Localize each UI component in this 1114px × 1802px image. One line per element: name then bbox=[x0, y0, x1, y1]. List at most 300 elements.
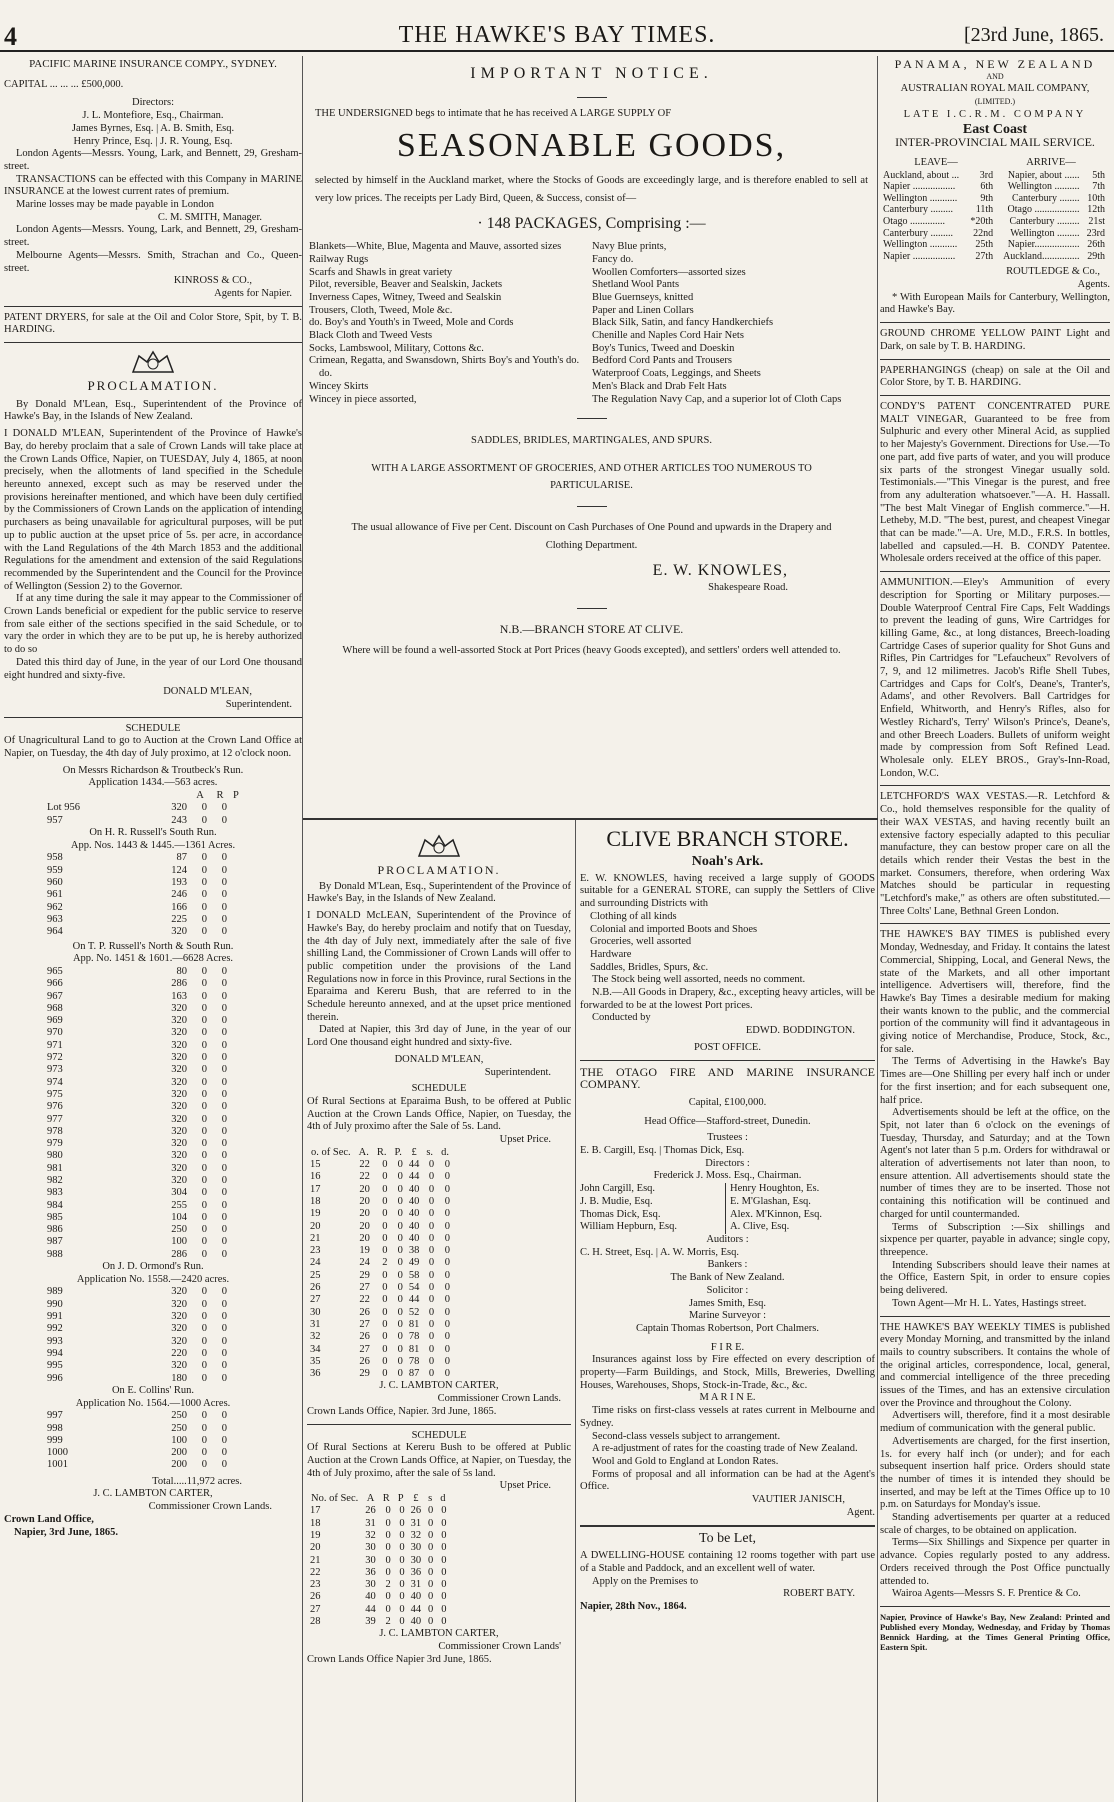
table-cell: 7th bbox=[1092, 181, 1105, 193]
table-cell: 180 bbox=[171, 1372, 187, 1384]
table-cell: 38 bbox=[408, 1245, 420, 1257]
table-row bbox=[44, 1163, 230, 1175]
table-row bbox=[307, 1356, 453, 1368]
table-cell: 44 bbox=[408, 1159, 420, 1171]
napier-date: Napier, 3rd June, 1865. bbox=[14, 1526, 119, 1538]
table-row bbox=[44, 1150, 230, 1162]
otago-heading: THE OTAGO FIRE AND MARINE INSURANCE COMPANY. bbox=[580, 1064, 875, 1092]
crown-land-office: Crown Land Office, bbox=[4, 1513, 94, 1525]
trustees-line: E. B. Cargill, Esq. | Thomas Dick, Esq. bbox=[580, 1145, 745, 1157]
lots-table bbox=[44, 852, 230, 938]
marine-text: A re-adjustment of rates for the coasting trade of New Zealand. bbox=[592, 1443, 858, 1455]
table-row bbox=[44, 914, 230, 926]
table-row bbox=[44, 852, 230, 864]
table-cell: 958 bbox=[47, 852, 63, 864]
table-cell: 0 bbox=[441, 1529, 447, 1541]
table-row bbox=[307, 1270, 453, 1282]
solicitor-line: James Smith, Esq. bbox=[688, 1297, 766, 1309]
marine-text: Wool and Gold to England at London Rates. bbox=[592, 1455, 779, 1467]
table-cell: 0 bbox=[427, 1529, 434, 1541]
list-item: The Regulation Navy Cap, and a superior lot of Cloth Caps bbox=[592, 393, 842, 405]
list-item: Railway Rugs bbox=[309, 253, 369, 265]
table-cell: 40 bbox=[408, 1208, 420, 1220]
table-cell: 0 bbox=[428, 1282, 435, 1294]
table-header: P. bbox=[394, 1146, 402, 1158]
table-cell: 982 bbox=[47, 1174, 63, 1186]
clive-stock: The Stock being well assorted, needs no comment. bbox=[592, 974, 806, 986]
directors-heading: Directors : bbox=[705, 1157, 750, 1169]
table-cell: 0 bbox=[385, 1529, 391, 1541]
table-cell: 320 bbox=[171, 1125, 187, 1137]
table-cell: 0 bbox=[427, 1616, 434, 1627]
arrive-heading: ARRIVE— bbox=[1026, 156, 1076, 168]
table-cell: 0 bbox=[201, 852, 207, 864]
table-cell: 0 bbox=[397, 1195, 403, 1207]
marine-text: Time risks on first-class vessels at rates current in Melbourne and Sydney. bbox=[580, 1405, 875, 1429]
table-cell: 0 bbox=[444, 1245, 450, 1257]
table-cell: 163 bbox=[171, 990, 187, 1002]
table-cell: 0 bbox=[201, 1113, 207, 1125]
table-row bbox=[44, 802, 242, 814]
table-cell: 0 bbox=[382, 1208, 388, 1220]
column-left bbox=[4, 58, 302, 1539]
surveyor-line: Captain Thomas Robertson, Port Chalmers. bbox=[636, 1322, 819, 1334]
list-item: E. M'Glashan, Esq. bbox=[730, 1195, 811, 1207]
table-row bbox=[44, 1435, 230, 1447]
lots-table bbox=[44, 1286, 230, 1384]
table-row bbox=[44, 1138, 230, 1150]
table-cell: 0 bbox=[382, 1368, 388, 1380]
table-cell: 978 bbox=[47, 1125, 63, 1137]
table-cell: 0 bbox=[397, 1171, 403, 1183]
table-cell: 12th bbox=[1087, 204, 1105, 216]
boddington-signature: EDWD. BODDINGTON. bbox=[745, 1025, 855, 1037]
table-row bbox=[307, 1257, 453, 1269]
table-cell: 35 bbox=[310, 1355, 321, 1367]
table-cell: 0 bbox=[382, 1183, 388, 1195]
melbourne-agents: Melbourne Agents—Messrs. Smith, Strachan and Co., Queen-street. bbox=[4, 249, 302, 274]
table-row bbox=[44, 1101, 230, 1113]
table-cell: 0 bbox=[428, 1368, 435, 1380]
list-item: Black Silk, Satin, and fancy Handkerchiefs bbox=[592, 317, 774, 329]
table-cell: 22 bbox=[359, 1294, 370, 1306]
table-cell: 23 bbox=[310, 1579, 321, 1591]
table-cell: Otago .................. bbox=[1007, 204, 1080, 216]
table-cell: 995 bbox=[47, 1360, 63, 1372]
table-cell: 27 bbox=[310, 1294, 321, 1306]
table-cell: 0 bbox=[444, 1171, 450, 1183]
table-cell: 963 bbox=[47, 913, 63, 925]
table-cell: 0 bbox=[221, 1039, 227, 1051]
table-cell: 993 bbox=[47, 1335, 63, 1347]
list-item: Inverness Capes, Witney, Tweed and Sealskin bbox=[309, 291, 502, 303]
subscription-terms: Terms of Subscription :—Six shillings and sixpence per quarter, payable in advance; single copy, threepence. bbox=[880, 1221, 1110, 1258]
town-agent: Town Agent—Mr H. L. Yates, Hastings street. bbox=[892, 1297, 1087, 1309]
table-row bbox=[44, 1027, 230, 1039]
table-cell: 124 bbox=[171, 864, 187, 876]
list-item: Bedford Cord Pants and Trousers bbox=[592, 355, 733, 367]
table-row bbox=[44, 978, 230, 990]
table-cell: 30 bbox=[365, 1542, 376, 1554]
table-cell: 0 bbox=[221, 1347, 227, 1359]
table-cell: 243 bbox=[171, 814, 187, 826]
table-cell: 30 bbox=[410, 1554, 422, 1566]
table-cell: 0 bbox=[428, 1318, 435, 1330]
table-cell: 24 bbox=[310, 1257, 321, 1269]
table-cell: 2 bbox=[382, 1257, 388, 1269]
table-cell: 986 bbox=[47, 1224, 63, 1236]
proclamation-signature: DONALD M'LEAN, bbox=[394, 1053, 484, 1065]
table-cell: 0 bbox=[221, 1076, 227, 1088]
bankers-heading: Bankers : bbox=[707, 1259, 748, 1271]
table-cell: 166 bbox=[171, 901, 187, 913]
table-cell: 959 bbox=[47, 864, 63, 876]
routledge-signature: ROUTLEDGE & Co., bbox=[1006, 266, 1100, 278]
crown-lands-office: Crown Lands Office Napier 3rd June, 1865. bbox=[307, 1653, 492, 1665]
table-cell: 0 bbox=[399, 1517, 405, 1529]
advertising-rules: Advertisements should be left at the office, on the Spit, not later than 6 o'clock on the evenings of Tuesday, Thursday, and Saturday; and at the Town Agent's not later than 5 p.m. Orders for withdrawal or alteration of advertisements not later than noon, to ensure attention. All advertisements should state the number of times they are to be inserted. Those not containing this notification will be continued and charged for until countermanded. bbox=[880, 1107, 1110, 1220]
table-cell: 0 bbox=[382, 1269, 388, 1281]
table-cell: 27 bbox=[359, 1282, 370, 1294]
table-cell: 0 bbox=[397, 1208, 403, 1220]
table-cell: 320 bbox=[171, 1015, 187, 1027]
chairman: J. L. Montefiore, Esq., Chairman. bbox=[82, 110, 224, 122]
weekly-advertisers: Advertisers will, therefore, find it a most desirable medium of communication with the general public. bbox=[880, 1410, 1110, 1435]
run-heading: On H. R. Russell's South Run. bbox=[89, 827, 217, 839]
director-line: Henry Prince, Esq. | J. R. Young, Esq. bbox=[73, 135, 233, 147]
table-cell: 0 bbox=[221, 965, 227, 977]
clive-conducted: Conducted by bbox=[592, 1012, 651, 1024]
table-cell: 0 bbox=[221, 1236, 227, 1248]
table-row bbox=[44, 889, 230, 901]
table-row bbox=[307, 1604, 449, 1616]
table-row bbox=[44, 1311, 230, 1323]
schedule-heading: SCHEDULE bbox=[411, 1083, 467, 1095]
table-cell: 0 bbox=[221, 913, 227, 925]
table-cell: 988 bbox=[47, 1248, 63, 1260]
table-cell: 81 bbox=[408, 1343, 420, 1355]
table-cell: 19 bbox=[310, 1208, 321, 1220]
table-cell: 0 bbox=[428, 1355, 435, 1367]
table-cell: 255 bbox=[171, 1199, 187, 1211]
list-item: Paper and Linen Collars bbox=[592, 304, 694, 316]
table-cell: 0 bbox=[397, 1232, 403, 1244]
kinross-signature: KINROSS & CO., bbox=[173, 275, 252, 287]
table-cell: 27 bbox=[359, 1343, 370, 1355]
notice-selection-text: selected by himself in the Auckland market, where the Stocks of Goods are exceedingly large, and is therefore enabled to sell at very low prices. The receipts per Lady Bird, Queen, & Success, consist of— bbox=[315, 175, 868, 205]
table-cell: 36 bbox=[365, 1566, 376, 1578]
table-cell: 320 bbox=[171, 1138, 187, 1150]
table-row bbox=[880, 228, 1108, 240]
table-row bbox=[44, 1015, 230, 1027]
table-cell: 100 bbox=[171, 1236, 187, 1248]
table-row bbox=[44, 1200, 230, 1212]
table-cell: 320 bbox=[171, 1150, 187, 1162]
table-cell: 26 bbox=[365, 1505, 376, 1517]
table-cell: 20 bbox=[359, 1232, 370, 1244]
table-cell: 0 bbox=[221, 926, 227, 938]
table-cell: 0 bbox=[221, 1311, 227, 1323]
transactions-text: TRANSACTIONS can be effected with this Company in MARINE INSURANCE at the lowest current rates of premium. bbox=[4, 173, 302, 198]
table-cell: 225 bbox=[171, 913, 187, 925]
table-cell: 0 bbox=[221, 1372, 227, 1384]
table-cell: *20th bbox=[970, 216, 994, 227]
table-row bbox=[44, 1336, 230, 1348]
table-cell: 0 bbox=[221, 1052, 227, 1064]
table-cell: 0 bbox=[382, 1355, 388, 1367]
table-row bbox=[880, 193, 1108, 205]
table-row bbox=[44, 1249, 230, 1261]
discount-line: The usual allowance of Five per Cent. Discount on Cash Purchases of One Pound and upwards in the Drapery and Clothing Department. bbox=[351, 521, 832, 551]
table-cell: 32 bbox=[310, 1331, 321, 1343]
agents-line: Agents. bbox=[1077, 279, 1110, 291]
table-cell: 23 bbox=[310, 1245, 321, 1257]
table-header: P bbox=[397, 1493, 404, 1505]
table-cell: 990 bbox=[47, 1298, 63, 1310]
table-cell: 193 bbox=[171, 877, 187, 889]
table-cell: 0 bbox=[221, 1422, 227, 1434]
table-cell: 0 bbox=[221, 901, 227, 913]
table-cell: 0 bbox=[444, 1257, 450, 1269]
table-cell: 0 bbox=[397, 1294, 403, 1306]
table-cell: 0 bbox=[428, 1245, 435, 1257]
table-cell: 250 bbox=[171, 1224, 187, 1236]
table-cell: 0 bbox=[427, 1505, 434, 1517]
table-cell: 0 bbox=[382, 1294, 388, 1306]
table-cell: 320 bbox=[171, 1076, 187, 1088]
table-cell: 22 bbox=[359, 1159, 370, 1171]
table-cell: 976 bbox=[47, 1101, 63, 1113]
table-cell: 0 bbox=[399, 1616, 405, 1627]
table-cell: 44 bbox=[408, 1294, 420, 1306]
table-cell: 0 bbox=[382, 1318, 388, 1330]
table-cell: 0 bbox=[221, 1360, 227, 1372]
table-cell: 0 bbox=[221, 889, 227, 901]
proclamation-dated: Dated this third day of June, in the year of our Lord One thousand eight hundred and sixty-five. bbox=[4, 656, 302, 681]
table-cell: 0 bbox=[397, 1368, 403, 1380]
branch-store-text: Where will be found a well-assorted Stock at Port Prices (heavy Goods excepted), and settlers' orders well attended to. bbox=[342, 645, 841, 657]
table-cell: 0 bbox=[444, 1195, 450, 1207]
table-cell: 30 bbox=[365, 1579, 376, 1591]
table-cell: 0 bbox=[427, 1603, 434, 1615]
table-cell: 0 bbox=[385, 1505, 391, 1517]
table-cell: 320 bbox=[171, 926, 187, 938]
table-cell: 28 bbox=[310, 1616, 321, 1627]
table-cell: 0 bbox=[428, 1208, 435, 1220]
table-cell: 0 bbox=[399, 1579, 405, 1591]
table-cell: 0 bbox=[221, 1174, 227, 1186]
table-cell: 0 bbox=[399, 1529, 405, 1541]
surveyor-heading: Marine Surveyor : bbox=[689, 1310, 766, 1322]
table-cell: 0 bbox=[201, 1248, 207, 1260]
chrome-yellow-ad: GROUND CHROME YELLOW PAINT Light and Dark, on sale by T. B. HARDING. bbox=[880, 328, 1110, 352]
table-row bbox=[44, 1052, 230, 1064]
table-cell: 0 bbox=[201, 1323, 207, 1335]
table-row bbox=[307, 1184, 453, 1196]
pacific-title: PACIFIC MARINE INSURANCE COMPY., SYDNEY. bbox=[29, 58, 277, 70]
proclamation-body: I DONALD McLEAN, Superintendent of the Province of Hawke's Bay, do hereby proclaim and notify that on Tuesday, the 4th day of July next, immediately after the sale of five shilling Land, the Commissioner of Crown Lands will offer to public competition under the provisions of the Land Regulations now in force in this Province, rural Sections in the Eparaima and Kereru Bush, that are referred to in the Schedule hereunto annexed, and at the upset price mentioned therein. bbox=[307, 910, 571, 1023]
table-cell: 320 bbox=[171, 802, 187, 814]
goods-list-left bbox=[309, 241, 584, 406]
table-cell: 0 bbox=[382, 1331, 388, 1343]
table-cell: 17 bbox=[310, 1505, 321, 1517]
table-cell: 20 bbox=[359, 1208, 370, 1220]
goods-list-right bbox=[592, 241, 867, 406]
table-cell: 0 bbox=[221, 1199, 227, 1211]
important-notice bbox=[305, 58, 878, 659]
table-cell: 0 bbox=[201, 814, 207, 826]
list-item: Blankets—White, Blue, Magenta and Mauve, assorted sizes bbox=[309, 241, 562, 253]
table-cell: Napier.................. bbox=[1007, 239, 1080, 251]
table-cell: 0 bbox=[201, 926, 207, 938]
table-cell: Otago .............. bbox=[883, 216, 945, 227]
table-cell: 0 bbox=[201, 1076, 207, 1088]
table-cell: 0 bbox=[221, 1027, 227, 1039]
table-cell: 0 bbox=[201, 1052, 207, 1064]
advertising-terms: The Terms of Advertising in the Hawke's Bay Times are—One Shilling per every half inch or under for the first insertion; and for each subsequent one, half price. bbox=[880, 1056, 1110, 1106]
table-cell: 0 bbox=[201, 1125, 207, 1137]
list-item: Shetland Wool Pants bbox=[592, 279, 680, 291]
table-cell: 996 bbox=[47, 1372, 63, 1384]
european-mails: * With European Mails for Canterbury, Wellington, and Hawke's Bay. bbox=[880, 291, 1110, 316]
table-cell: 0 bbox=[221, 1224, 227, 1236]
table-cell: 0 bbox=[397, 1306, 403, 1318]
application-line: Application No. 1564.—1000 Acres. bbox=[75, 1397, 231, 1409]
packages-heading: · 148 PACKAGES, Comprising :— bbox=[477, 215, 706, 233]
table-header: A bbox=[366, 1493, 375, 1505]
proclamation-heading: PROCLAMATION. bbox=[87, 378, 219, 394]
table-cell: 0 bbox=[382, 1245, 388, 1257]
table-cell: 26 bbox=[359, 1331, 370, 1343]
london-agents: London Agents—Messrs. Young, Lark, and Bennett, 29, Gresham-street. bbox=[4, 148, 302, 172]
table-cell: 31 bbox=[365, 1517, 376, 1529]
weekly-standing: Standing advertisements per quarter at a reduced scale of charges, to be obtained on application. bbox=[880, 1512, 1110, 1536]
table-cell: 0 bbox=[444, 1220, 450, 1232]
table-cell: 981 bbox=[47, 1162, 63, 1174]
table-cell: 0 bbox=[427, 1517, 434, 1529]
table-cell: 36 bbox=[310, 1368, 321, 1380]
proclamation-dated: Dated at Napier, this 3rd day of June, in the year of our Lord One thousand eight hundred and sixty-five. bbox=[307, 1024, 571, 1049]
table-row bbox=[44, 1348, 230, 1360]
table-cell: 23rd bbox=[1086, 227, 1105, 239]
table-cell: 286 bbox=[171, 978, 187, 990]
table-cell: 0 bbox=[444, 1355, 450, 1367]
list-item: Wincey Skirts bbox=[309, 380, 369, 392]
table-cell: Wellington ........... bbox=[883, 239, 958, 251]
schedule-heading: SCHEDULE bbox=[411, 1429, 467, 1441]
table-row bbox=[307, 1368, 453, 1380]
table-cell: 973 bbox=[47, 1064, 63, 1076]
table-cell: 320 bbox=[171, 1323, 187, 1335]
table-cell: 0 bbox=[428, 1183, 435, 1195]
table-cell: 31 bbox=[410, 1579, 422, 1591]
table-cell: 40 bbox=[410, 1616, 422, 1627]
table-cell: 960 bbox=[47, 877, 63, 889]
royal-crest-icon bbox=[415, 832, 463, 860]
table-cell: 0 bbox=[201, 1027, 207, 1039]
table-cell: 980 bbox=[47, 1150, 63, 1162]
proclamation-byline: By Donald M'Lean, Esq., Superintendent of the Province of Hawke's Bay, in the Islands of New Zealand. bbox=[4, 398, 302, 423]
table-cell: 15 bbox=[310, 1159, 321, 1171]
table-cell: 0 bbox=[399, 1542, 405, 1554]
table-cell: 0 bbox=[221, 1162, 227, 1174]
column-rule bbox=[575, 820, 576, 1802]
table-cell: 40 bbox=[408, 1232, 420, 1244]
table-cell: 5th bbox=[1092, 169, 1105, 181]
table-row bbox=[44, 966, 230, 978]
table-cell: 0 bbox=[441, 1542, 447, 1554]
table-row bbox=[44, 1459, 230, 1471]
clive-branch-store bbox=[580, 826, 875, 1614]
table-cell: 0 bbox=[201, 1064, 207, 1076]
table-cell: 0 bbox=[221, 864, 227, 876]
table-row bbox=[44, 1236, 230, 1248]
table-cell: 22 bbox=[359, 1171, 370, 1183]
director-line: James Byrnes, Esq. | A. B. Smith, Esq. bbox=[71, 122, 235, 134]
table-cell: 0 bbox=[428, 1195, 435, 1207]
table-header: R bbox=[382, 1493, 390, 1505]
table-cell: 0 bbox=[201, 877, 207, 889]
table-cell: 40 bbox=[408, 1183, 420, 1195]
notice-intro: THE UNDERSIGNED begs to intimate that he has received A LARGE SUPPLY OF bbox=[315, 107, 672, 119]
table-header: s. bbox=[426, 1146, 434, 1158]
application-line: Application No. 1558.—2420 acres. bbox=[76, 1273, 230, 1285]
table-cell: 87 bbox=[176, 852, 187, 864]
table-cell: Napier ................. bbox=[883, 250, 956, 262]
table-cell: 0 bbox=[221, 802, 227, 814]
ammunition-ad: AMMUNITION.—Eley's Ammunition of every description for Sporting or Military purposes.—Double Waterproof Central Fire Caps, Felt Waddings to prevent the leading of guns, Wire Cartridges for killing Game, &c., at long distances, Breech-loading Cartridge Cases of superior quality for Shot Guns and Rifles, Pin Cartridges for "Lefaucheux" Revolvers of 7, 9, and 12 milimetres. Jacob's Rifle Shell Tubes, Cartridges and Caps for Colt's, Deane's, Tranter's, Adams', and other Revolvers. Ball Cartridges for Enfield, Whitworth, and Henry's Rifles, also for Westley Richard's, Terry' Wilson's Prince's, Deane's, and other Breech Loaders. Bullets of uniform weight made by compression from Soft Refined Lead. Wholesale only. ELEY BROS., Gray's-Inn-Road, London, W.C. bbox=[880, 577, 1110, 779]
list-item: Blue Guernseys, knitted bbox=[592, 291, 694, 303]
carter-signature: J. C. LAMBTON CARTER, bbox=[379, 1380, 499, 1392]
fire-text: Insurances against loss by Fire effected on every description of property—Farm Buildings, and Stock, Mills, Breweries, Dwelling Houses, Warehouses, Shops, Stock-in-Trade, &c., &c. bbox=[580, 1354, 875, 1391]
table-row bbox=[880, 251, 1108, 263]
table-row bbox=[44, 1286, 230, 1298]
table-cell: 0 bbox=[382, 1306, 388, 1318]
table-cell: 0 bbox=[428, 1159, 435, 1171]
table-row bbox=[44, 1423, 230, 1435]
table-cell: 9th bbox=[980, 192, 994, 204]
table-cell: 0 bbox=[428, 1257, 435, 1269]
letchfords-vestas-ad: LETCHFORD'S WAX VESTAS.—R. Letchford & Co., hold themselves responsible for the quality of their WAX VESTAS, and having recently built an extensive factory especially adapted to this peculiar manufacture, they can bestow proper care on all the details which render their Vestas the best in the market. Consumers, therefore, when ordering Wax Matches should be particular in requesting "Letchford's make," as others are often substituted.—Three Colts' Lane, Bethnal Green London. bbox=[880, 791, 1110, 917]
table-cell: 200 bbox=[171, 1447, 187, 1459]
table-row bbox=[44, 1064, 230, 1076]
table-cell: 0 bbox=[441, 1554, 447, 1566]
list-item: Men's Black and Drab Felt Hats bbox=[592, 380, 727, 392]
table-cell: 0 bbox=[221, 1323, 227, 1335]
table-cell: 0 bbox=[201, 1199, 207, 1211]
marine-heading: M A R I N E. bbox=[699, 1392, 756, 1404]
table-cell: 0 bbox=[385, 1591, 391, 1603]
table-cell: 304 bbox=[171, 1187, 187, 1199]
table-row bbox=[44, 1373, 230, 1385]
table-cell: 40 bbox=[365, 1591, 376, 1603]
table-row bbox=[880, 204, 1108, 216]
table-row bbox=[307, 1579, 449, 1591]
table-cell: 972 bbox=[47, 1052, 63, 1064]
table-cell: 0 bbox=[201, 1360, 207, 1372]
noahs-ark: Noah's Ark. bbox=[691, 854, 764, 869]
table-cell: 984 bbox=[47, 1199, 63, 1211]
table-cell: 0 bbox=[221, 1064, 227, 1076]
table-header: A. bbox=[358, 1146, 369, 1158]
table-cell: 26 bbox=[410, 1505, 422, 1517]
table-cell: 21st bbox=[1088, 216, 1105, 227]
table-cell: 0 bbox=[441, 1603, 447, 1615]
list-item: Hardware bbox=[590, 948, 632, 960]
table-cell: 0 bbox=[221, 1447, 227, 1459]
table-cell: 0 bbox=[201, 1286, 207, 1298]
table-cell: 0 bbox=[397, 1245, 403, 1257]
